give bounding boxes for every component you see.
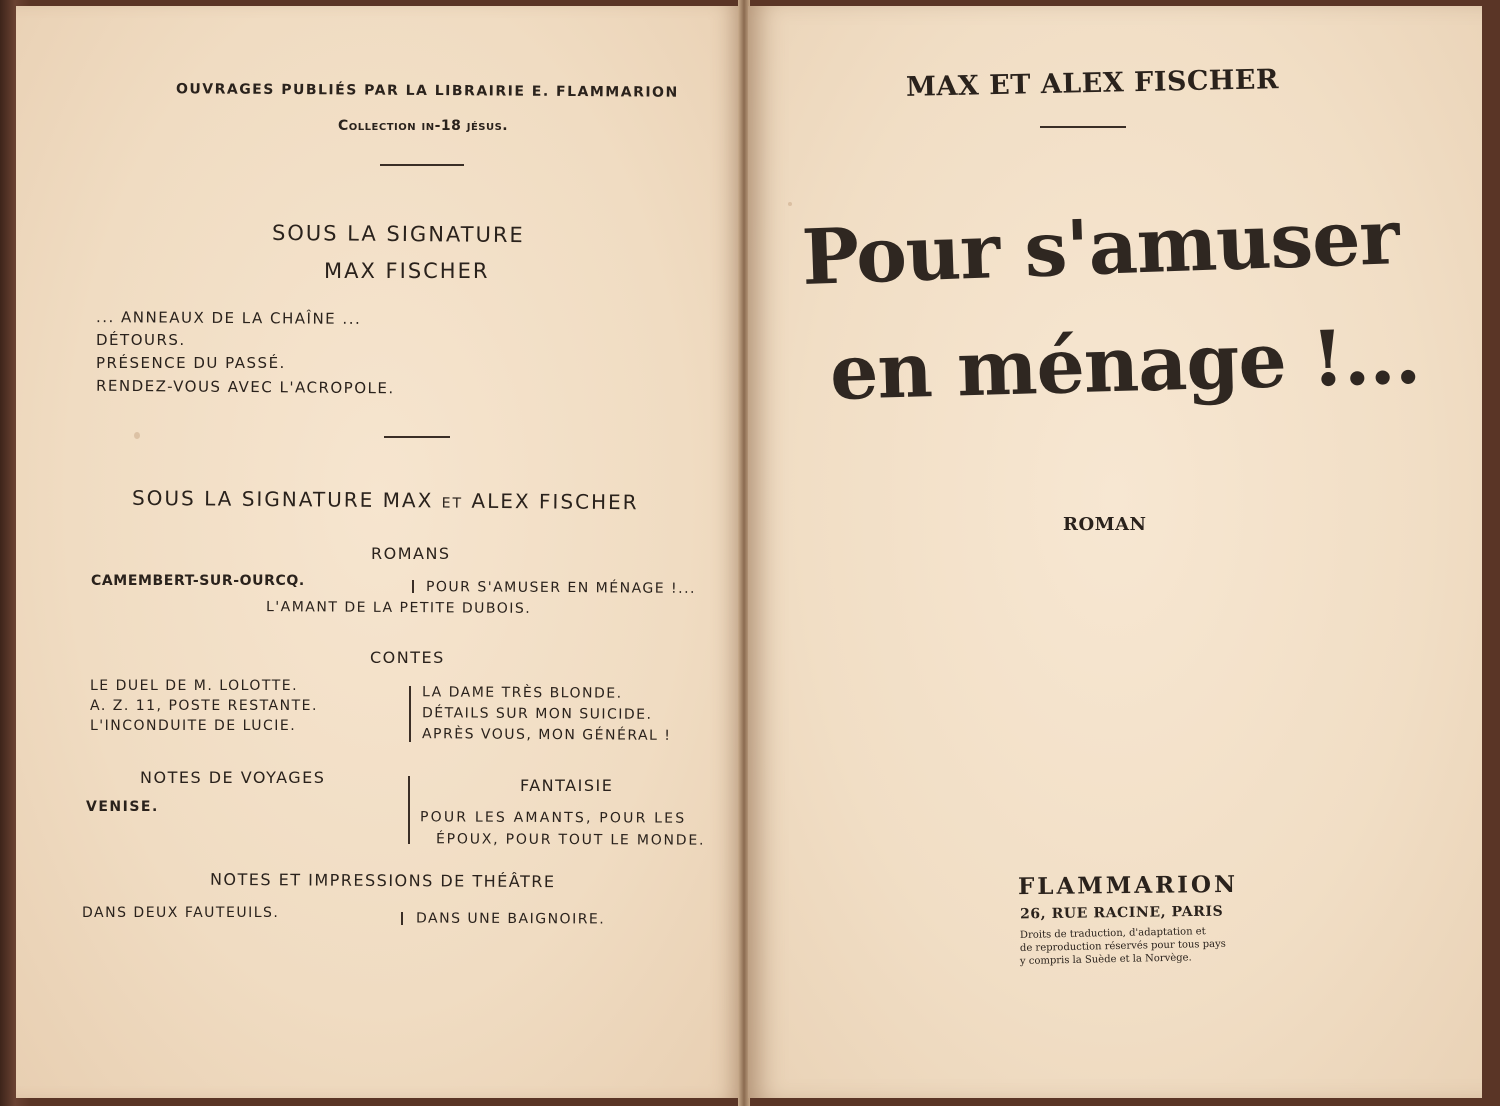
collection-line: Collection in-18 jésus.: [338, 118, 509, 134]
publisher-address: 26, RUE RACINE, PARIS: [1019, 903, 1224, 923]
romans-center: L'AMANT DE LA PETITE DUBOIS.: [265, 599, 532, 617]
voyages-item: VENISE.: [86, 799, 159, 815]
divider-rule: [384, 436, 450, 438]
contes-left-item: A. Z. 11, POSTE RESTANTE.: [90, 698, 318, 714]
contes-right-item: DÉTAILS SUR MON SUICIDE.: [421, 705, 653, 723]
publisher-header: OUVRAGES PUBLIÉS PAR LA LIBRAIRIE E. FLAMMARION: [175, 81, 679, 101]
romans-left: CAMEMBERT-SUR-OURCQ.: [91, 573, 305, 589]
fantaisie-line2: ÉPOUX, POUR TOUT LE MONDE.: [435, 831, 706, 849]
romans-heading: ROMANS: [371, 544, 451, 563]
fantaisie-line1: POUR LES AMANTS, POUR LES: [419, 809, 687, 827]
contes-right-item: LA DAME TRÈS BLONDE.: [421, 684, 623, 702]
paper-spot: [134, 432, 140, 439]
fantaisie-heading: FANTAISIE: [520, 776, 614, 795]
section2-heading-part1: SOUS LA SIGNATURE MAX: [131, 485, 434, 513]
left-page: [16, 6, 740, 1098]
right-page: [748, 6, 1482, 1098]
book-title-line1: Pour s'amuser: [800, 192, 1400, 302]
paper-spot: [788, 202, 792, 206]
contes-left-item: LE DUEL DE M. LOLOTTE.: [90, 678, 299, 694]
publisher-name: FLAMMARION: [1017, 870, 1239, 901]
section1-item: RENDEZ-VOUS AVEC L'ACROPOLE.: [95, 376, 395, 398]
book-title-line2: en ménage !...: [828, 311, 1422, 417]
column-separator: [412, 580, 414, 593]
section2-heading: [132, 486, 639, 514]
section2-heading-part2: ALEX FISCHER: [471, 488, 639, 515]
section1-item: PRÉSENCE DU PASSÉ.: [96, 354, 286, 372]
romans-right: POUR S'AMUSER EN MÉNAGE !...: [425, 579, 697, 597]
rights-line: de reproduction réservés pour tous pays: [1019, 938, 1226, 954]
section1-heading-line1: SOUS LA SIGNATURE: [271, 220, 525, 248]
column-separator: [408, 776, 410, 844]
rights-line: Droits de traduction, d'adaptation et: [1019, 926, 1206, 941]
column-separator: [409, 686, 411, 742]
theatre-right: DANS UNE BAIGNOIRE.: [415, 910, 606, 928]
contes-right-item: APRÈS VOUS, MON GÉNÉRAL !: [421, 726, 672, 744]
section2-heading-et: ET: [441, 495, 464, 512]
rights-line: y compris la Suède et la Norvège.: [1019, 952, 1192, 967]
section1-item: ... ANNEAUX DE LA CHAÎNE ...: [95, 308, 362, 328]
theatre-heading: NOTES ET IMPRESSIONS DE THÉÂTRE: [209, 869, 556, 892]
authors: MAX ET ALEX FISCHER: [905, 64, 1280, 103]
theatre-left: DANS DEUX FAUTEUILS.: [82, 905, 280, 921]
section1-item: DÉTOURS.: [96, 331, 186, 349]
genre-label: ROMAN: [1063, 514, 1147, 535]
section1-heading-line2: MAX FISCHER: [324, 259, 490, 283]
contes-heading: CONTES: [370, 648, 445, 667]
column-separator: [401, 912, 403, 925]
divider-rule: [380, 164, 464, 166]
authors-rule: [1040, 126, 1126, 128]
contes-left-item: L'INCONDUITE DE LUCIE.: [90, 718, 297, 734]
voyages-heading: NOTES DE VOYAGES: [140, 768, 326, 787]
